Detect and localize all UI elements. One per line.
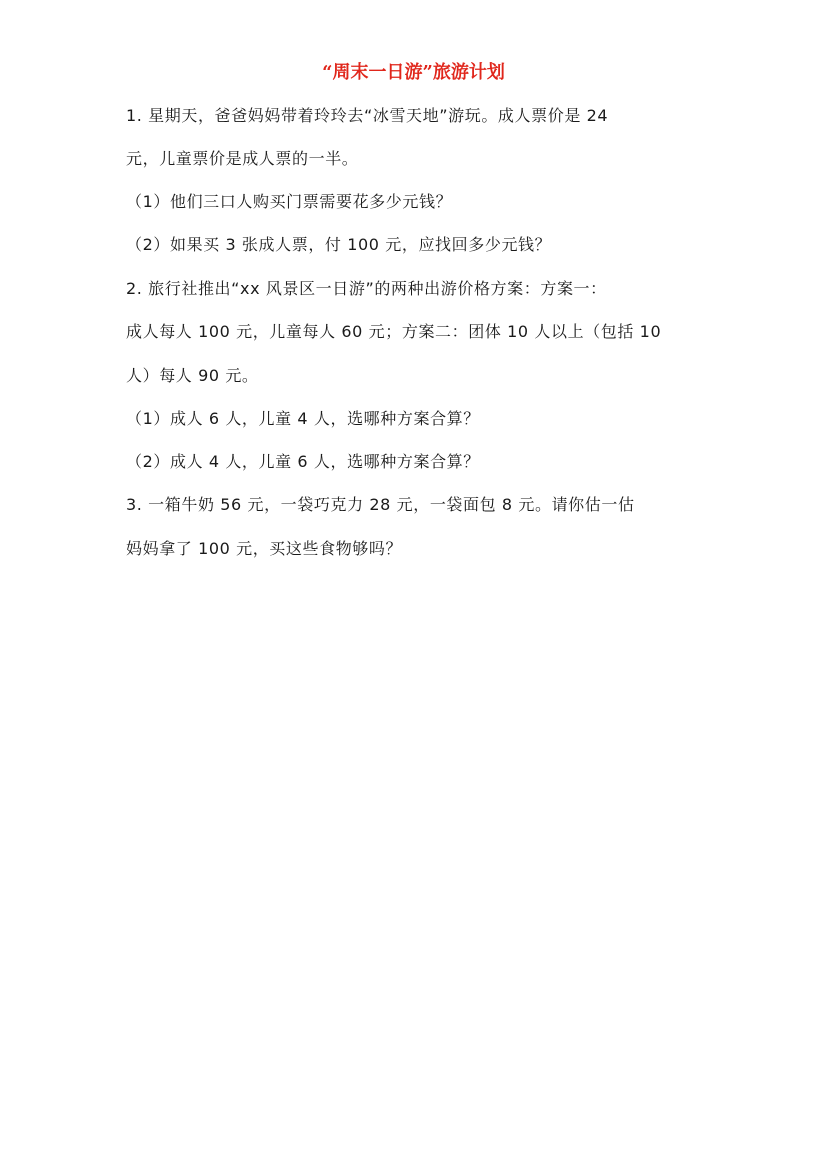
problem-2-line-3: 人）每人 90 元。 xyxy=(126,366,259,385)
problem-1-question-1: （1）他们三口人购买门票需要花多少元钱？ xyxy=(126,192,453,211)
problem-1-question-2: （2）如果买 3 张成人票，付 100 元，应找回多少元钱？ xyxy=(126,235,552,254)
problem-1-line-1: 1. 星期天，爸爸妈妈带着玲玲去“冰雪天地”游玩。成人票价是 24 xyxy=(126,106,609,125)
document-title: “周末一日游”旅游计划 xyxy=(322,62,505,83)
problem-1-line-2: 元，儿童票价是成人票的一半。 xyxy=(126,149,359,168)
problem-2-line-1: 2. 旅行社推出“xx 风景区一日游”的两种出游价格方案：方案一： xyxy=(126,279,607,298)
problem-3-line-2: 妈妈拿了 100 元，买这些食物够吗？ xyxy=(126,539,403,558)
problem-2-question-2: （2）成人 4 人，儿童 6 人，选哪种方案合算？ xyxy=(126,452,480,471)
problem-2-line-2: 成人每人 100 元，儿童每人 60 元；方案二：团体 10 人以上（包括 10 xyxy=(126,322,662,341)
problem-2-question-1: （1）成人 6 人，儿童 4 人，选哪种方案合算？ xyxy=(126,409,480,428)
problem-3-line-1: 3. 一箱牛奶 56 元，一袋巧克力 28 元，一袋面包 8 元。请你估一估 xyxy=(126,495,635,514)
